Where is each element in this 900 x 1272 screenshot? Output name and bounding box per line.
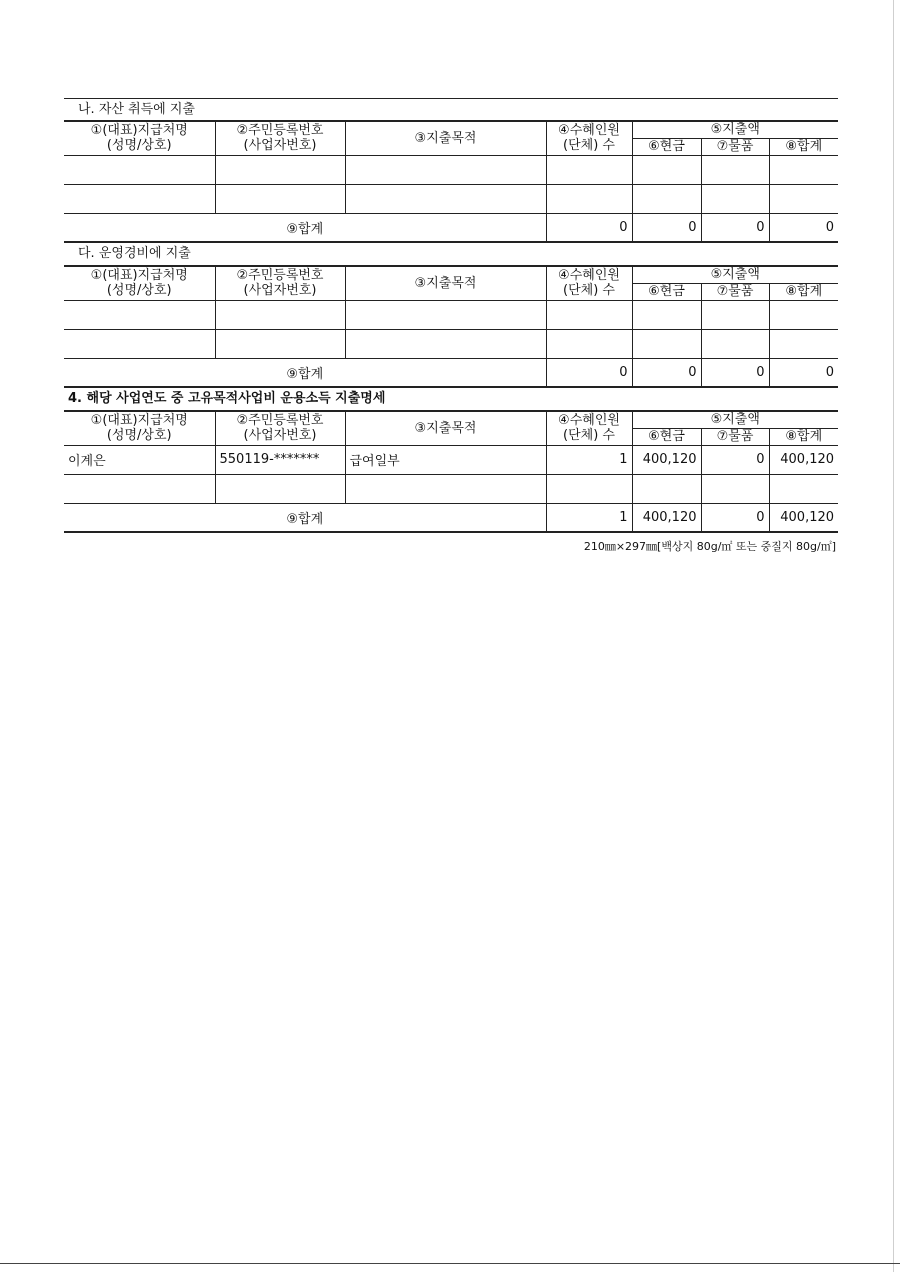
sum-total: 0 bbox=[769, 213, 838, 242]
header-total: ⑧합계 bbox=[769, 283, 838, 300]
table-row bbox=[64, 329, 838, 358]
page-edge-bottom bbox=[0, 1263, 900, 1264]
section-4-table bbox=[64, 410, 838, 533]
page-edge-right bbox=[893, 0, 894, 1272]
header-amount-group: ⑤지출액 bbox=[632, 411, 838, 428]
cell-purpose: 급여일부 bbox=[345, 445, 546, 474]
header-regno: ②주민등록번호 (사업자번호) bbox=[215, 411, 345, 445]
header-amount-group: ⑤지출액 bbox=[632, 121, 838, 138]
header-beneficiaries: ④수혜인원 (단체) 수 bbox=[546, 266, 632, 300]
header-cash: ⑥현금 bbox=[632, 283, 701, 300]
header-total: ⑧합계 bbox=[769, 428, 838, 445]
cell-payee: 이계은 bbox=[64, 445, 215, 474]
section-na-title: 나. 자산 취득에 지출 bbox=[64, 98, 838, 120]
sum-goods: 0 bbox=[701, 213, 769, 242]
sum-row bbox=[64, 358, 838, 387]
sum-total: 400,120 bbox=[769, 503, 838, 532]
header-beneficiaries: ④수혜인원 (단체) 수 bbox=[546, 121, 632, 155]
header-amount-group: ⑤지출액 bbox=[632, 266, 838, 283]
sum-beneficiaries: 0 bbox=[546, 213, 632, 242]
sum-cash: 400,120 bbox=[632, 503, 701, 532]
header-payee: ①(대표)지급처명 (성명/상호) bbox=[64, 121, 215, 155]
sum-beneficiaries: 1 bbox=[546, 503, 632, 532]
sum-goods: 0 bbox=[701, 503, 769, 532]
sum-beneficiaries: 0 bbox=[546, 358, 632, 387]
header-row bbox=[64, 266, 838, 283]
cell-goods: 0 bbox=[701, 445, 769, 474]
header-row bbox=[64, 411, 838, 428]
table-row bbox=[64, 184, 838, 213]
header-cash: ⑥현금 bbox=[632, 428, 701, 445]
sum-label: ⑨합계 bbox=[64, 213, 546, 242]
header-total: ⑧합계 bbox=[769, 138, 838, 155]
sum-cash: 0 bbox=[632, 358, 701, 387]
table-row bbox=[64, 474, 838, 503]
header-payee: ①(대표)지급처명 (성명/상호) bbox=[64, 411, 215, 445]
cell-regno: 550119-******* bbox=[215, 445, 345, 474]
header-purpose: ③지출목적 bbox=[345, 411, 546, 445]
table-row bbox=[64, 300, 838, 329]
section-da-table bbox=[64, 265, 838, 388]
cell-cash: 400,120 bbox=[632, 445, 701, 474]
document bbox=[64, 98, 838, 554]
sum-total: 0 bbox=[769, 358, 838, 387]
paper-spec-footnote: 210㎜×297㎜[백상지 80g/㎡ 또는 중질지 80g/㎡] bbox=[583, 540, 836, 553]
header-row bbox=[64, 121, 838, 138]
header-goods: ⑦물품 bbox=[701, 283, 769, 300]
header-regno: ②주민등록번호 (사업자번호) bbox=[215, 266, 345, 300]
header-regno: ②주민등록번호 (사업자번호) bbox=[215, 121, 345, 155]
cell-total: 400,120 bbox=[769, 445, 838, 474]
header-cash: ⑥현금 bbox=[632, 138, 701, 155]
section-da-title: 다. 운영경비에 지출 bbox=[78, 246, 191, 261]
header-purpose: ③지출목적 bbox=[345, 121, 546, 155]
header-payee: ①(대표)지급처명 (성명/상호) bbox=[64, 266, 215, 300]
table-row bbox=[64, 155, 838, 184]
sum-cash: 0 bbox=[632, 213, 701, 242]
header-goods: ⑦물품 bbox=[701, 138, 769, 155]
section-4-title: 4. 해당 사업연도 중 고유목적사업비 운용소득 지출명세 bbox=[68, 391, 386, 406]
cell-beneficiaries: 1 bbox=[546, 445, 632, 474]
header-goods: ⑦물품 bbox=[701, 428, 769, 445]
sum-label: ⑨합계 bbox=[64, 503, 546, 532]
table-row bbox=[64, 445, 838, 474]
header-beneficiaries: ④수혜인원 (단체) 수 bbox=[546, 411, 632, 445]
section-na-table bbox=[64, 120, 838, 243]
header-purpose: ③지출목적 bbox=[345, 266, 546, 300]
sum-label: ⑨합계 bbox=[64, 358, 546, 387]
sum-goods: 0 bbox=[701, 358, 769, 387]
sum-row bbox=[64, 213, 838, 242]
sum-row bbox=[64, 503, 838, 532]
